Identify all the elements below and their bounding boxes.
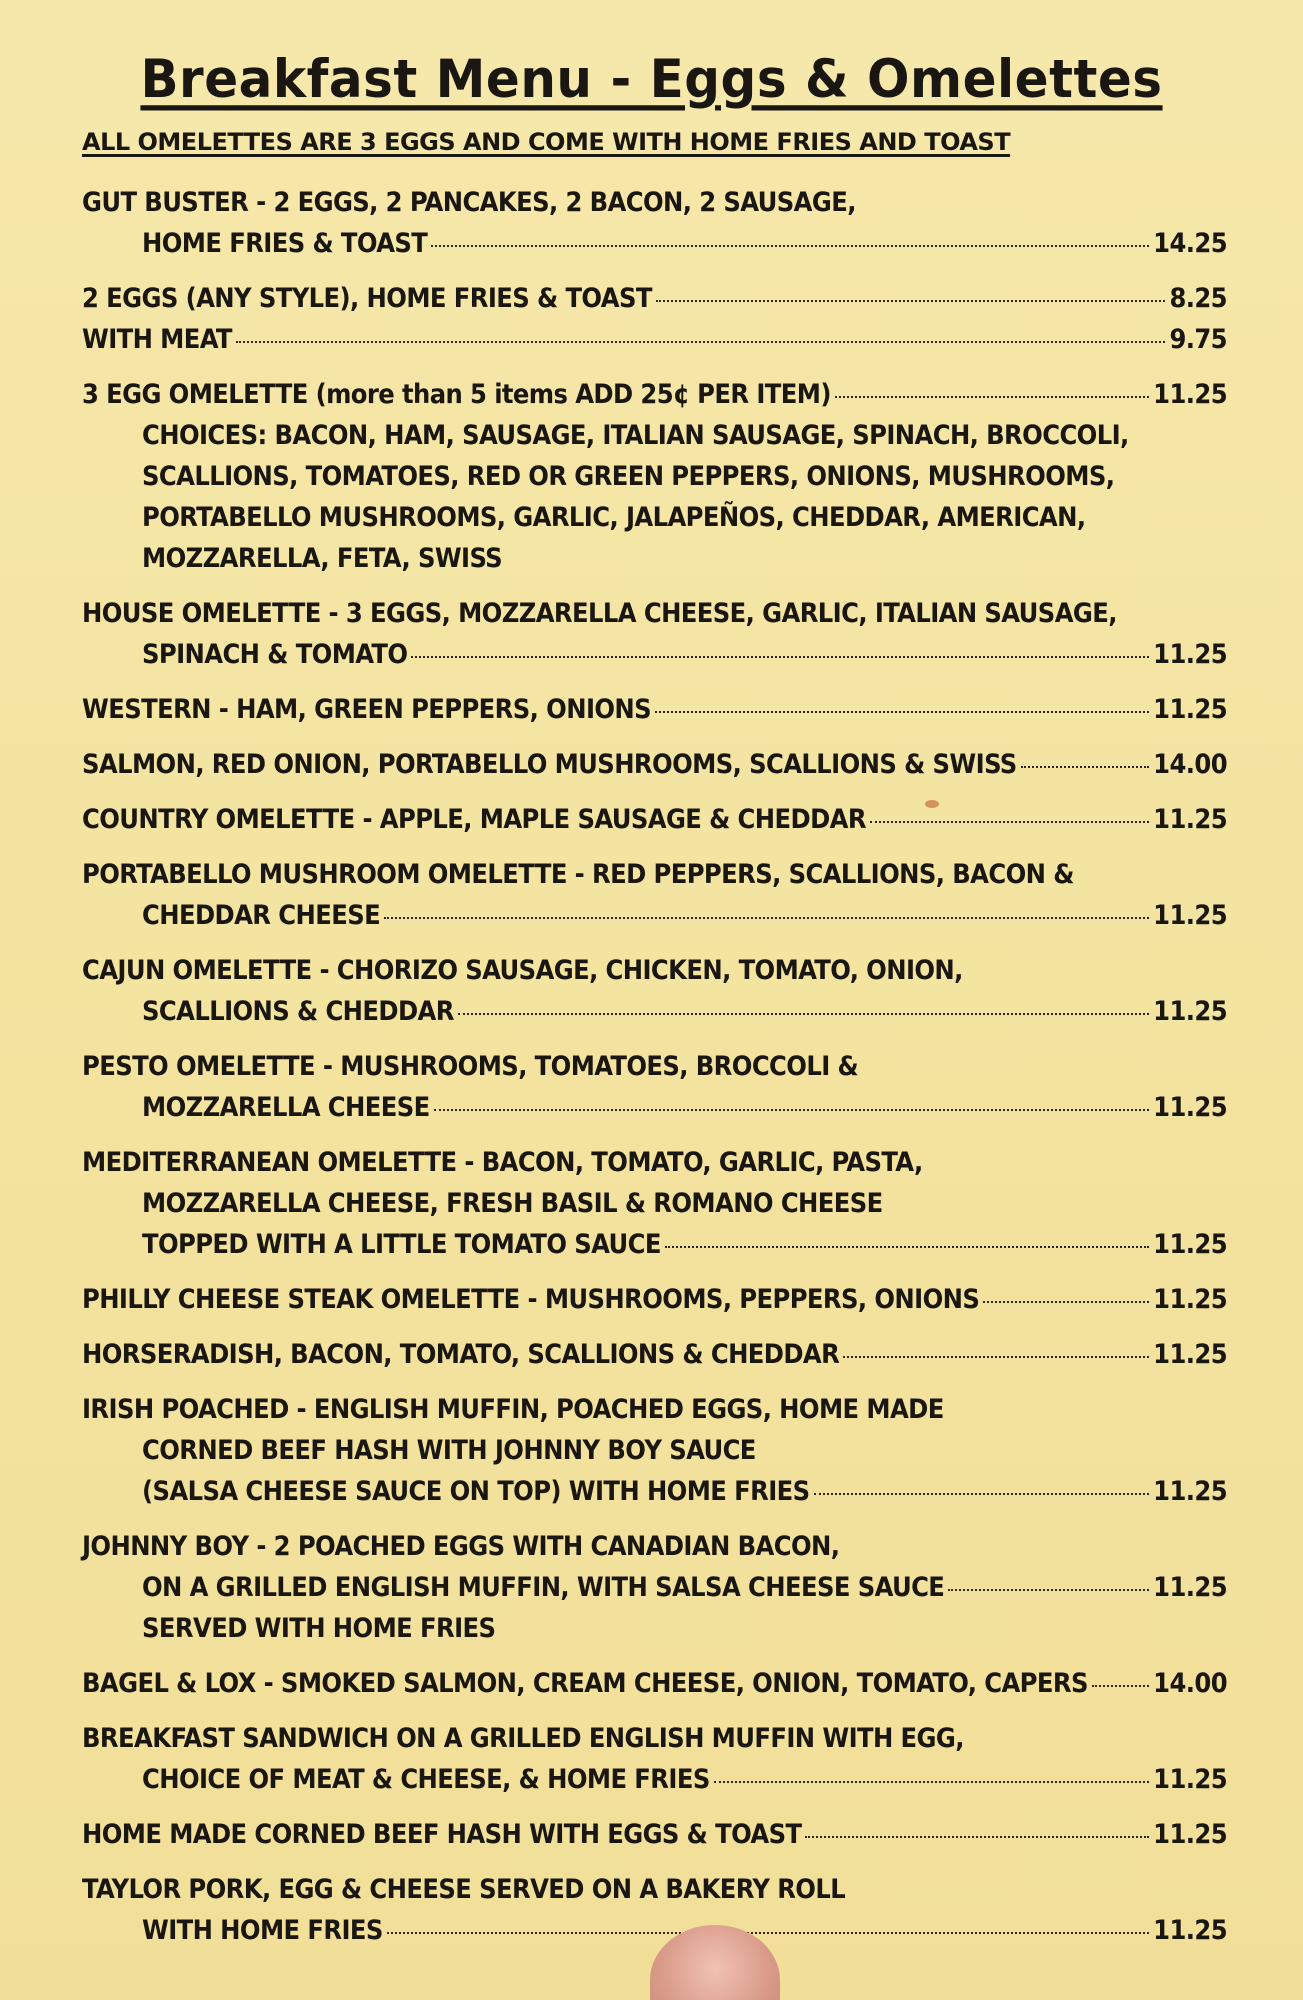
menu-item-text: CHOICE OF MEAT & CHEESE, & HOME FRIES xyxy=(142,1764,710,1795)
menu-item-name xyxy=(82,593,1227,634)
menu-item-price: 11.25 xyxy=(1153,1229,1227,1260)
menu-item-name xyxy=(82,854,1227,895)
menu-item-name xyxy=(82,1814,1227,1855)
menu-item xyxy=(82,1869,1227,1951)
menu-item-text: HOUSE OMELETTE - 3 EGGS, MOZZARELLA CHEESE, GARLIC, ITALIAN SAUSAGE, xyxy=(82,598,1117,629)
menu-item xyxy=(82,1142,1227,1265)
menu-item-description xyxy=(82,1471,1227,1512)
menu-item-list xyxy=(82,182,1227,1965)
menu-item-text: BREAKFAST SANDWICH ON A GRILLED ENGLISH MUFFIN WITH EGG, xyxy=(82,1723,964,1754)
menu-item-text: COUNTRY OMELETTE - APPLE, MAPLE SAUSAGE & CHEDDAR xyxy=(82,804,866,835)
menu-item-text: HOME FRIES & TOAST xyxy=(142,228,428,259)
menu-item-name xyxy=(82,799,1227,840)
menu-item-text: 3 EGG OMELETTE (more than 5 items ADD 25¢ PER ITEM) xyxy=(82,379,831,410)
menu-item-text: 2 EGGS (ANY STYLE), HOME FRIES & TOAST xyxy=(82,283,652,314)
menu-item-text: JOHNNY BOY - 2 POACHED EGGS WITH CANADIAN BACON, xyxy=(82,1531,840,1562)
menu-item-name xyxy=(82,374,1227,415)
dot-leader xyxy=(656,300,1166,302)
menu-item-price: 11.25 xyxy=(1153,1284,1227,1315)
menu-item xyxy=(82,950,1227,1032)
menu-item-name xyxy=(82,182,1227,223)
dot-leader xyxy=(843,1356,1149,1358)
menu-item-price: 14.00 xyxy=(1153,1668,1227,1699)
menu-item-description xyxy=(82,1087,1227,1128)
menu-item-name xyxy=(82,278,1227,319)
menu-item-text: SERVED WITH HOME FRIES xyxy=(142,1613,496,1644)
menu-item-text: MEDITERRANEAN OMELETTE - BACON, TOMATO, GARLIC, PASTA, xyxy=(82,1147,923,1178)
menu-item-description xyxy=(82,1430,1227,1471)
dot-leader xyxy=(983,1301,1149,1303)
menu-item-description xyxy=(82,634,1227,675)
menu-item-name xyxy=(82,1046,1227,1087)
menu-item xyxy=(82,1663,1227,1704)
menu-item-price: 8.25 xyxy=(1169,283,1227,314)
menu-item-price: 14.00 xyxy=(1153,749,1227,780)
menu-item-name xyxy=(82,1334,1227,1375)
menu-subtitle: ALL OMELETTES ARE 3 EGGS AND COME WITH HOME FRIES AND TOAST xyxy=(82,128,1011,156)
dot-leader xyxy=(835,396,1149,398)
menu-item-description xyxy=(82,991,1227,1032)
menu-item-price: 11.25 xyxy=(1153,639,1227,670)
paper-stain xyxy=(925,800,939,808)
menu-item-text: PHILLY CHEESE STEAK OMELETTE - MUSHROOMS, PEPPERS, ONIONS xyxy=(82,1284,980,1315)
dot-leader xyxy=(236,341,1166,343)
menu-item-text: WESTERN - HAM, GREEN PEPPERS, ONIONS xyxy=(82,694,652,725)
menu-item-description xyxy=(82,456,1227,497)
menu-item-name xyxy=(82,1869,1227,1910)
menu-item-text: SCALLIONS & CHEDDAR xyxy=(142,996,454,1027)
dot-leader xyxy=(655,711,1149,713)
menu-item-price: 11.25 xyxy=(1153,379,1227,410)
menu-item-text: BAGEL & LOX - SMOKED SALMON, CREAM CHEESE, ONION, TOMATO, CAPERS xyxy=(82,1668,1088,1699)
menu-item-description xyxy=(82,895,1227,936)
menu-item xyxy=(82,744,1227,785)
menu-item-text: TAYLOR PORK, EGG & CHEESE SERVED ON A BAKERY ROLL xyxy=(82,1874,846,1905)
dot-leader xyxy=(948,1589,1149,1591)
dot-leader xyxy=(714,1781,1149,1783)
dot-leader xyxy=(1021,766,1150,768)
dot-leader xyxy=(458,1013,1149,1015)
menu-item-price: 11.25 xyxy=(1153,1764,1227,1795)
menu-item-description xyxy=(82,1224,1227,1265)
menu-item-description xyxy=(82,497,1227,538)
menu-item-text: MOZZARELLA, FETA, SWISS xyxy=(142,543,503,574)
menu-item-text: SCALLIONS, TOMATOES, RED OR GREEN PEPPERS, ONIONS, MUSHROOMS, xyxy=(142,461,1115,492)
menu-item xyxy=(82,1389,1227,1512)
menu-item-text: HOME MADE CORNED BEEF HASH WITH EGGS & TOAST xyxy=(82,1819,802,1850)
dot-leader xyxy=(870,821,1149,823)
menu-item-name xyxy=(82,319,1227,360)
menu-item-name xyxy=(82,1142,1227,1183)
menu-item xyxy=(82,1718,1227,1800)
menu-item-price: 11.25 xyxy=(1153,1476,1227,1507)
menu-item xyxy=(82,1814,1227,1855)
menu-item xyxy=(82,1279,1227,1320)
menu-item-price: 11.25 xyxy=(1153,1092,1227,1123)
menu-item-price: 11.25 xyxy=(1153,1572,1227,1603)
dot-leader xyxy=(814,1493,1150,1495)
dot-leader xyxy=(411,656,1149,658)
menu-item xyxy=(82,319,1227,360)
menu-item-name xyxy=(82,950,1227,991)
menu-item-text: MOZZARELLA CHEESE, FRESH BASIL & ROMANO CHEESE xyxy=(142,1188,883,1219)
menu-item-text: CHEDDAR CHEESE xyxy=(142,900,381,931)
menu-item-text: PORTABELLO MUSHROOMS, GARLIC, JALAPEÑOS, CHEDDAR, AMERICAN, xyxy=(142,502,1086,533)
menu-item-description xyxy=(82,538,1227,579)
menu-title: Breakfast Menu - Eggs & Omelettes xyxy=(140,48,1163,110)
menu-item-text: WITH HOME FRIES xyxy=(142,1915,383,1946)
menu-item-price: 11.25 xyxy=(1153,1915,1227,1946)
menu-item-price: 11.25 xyxy=(1153,900,1227,931)
menu-item-description xyxy=(82,1759,1227,1800)
dot-leader xyxy=(665,1246,1149,1248)
menu-item-text: PESTO OMELETTE - MUSHROOMS, TOMATOES, BROCCOLI & xyxy=(82,1051,859,1082)
menu-item xyxy=(82,689,1227,730)
menu-item-description xyxy=(82,1608,1227,1649)
menu-item-price: 9.75 xyxy=(1169,324,1227,355)
menu-item xyxy=(82,1046,1227,1128)
dot-leader xyxy=(1092,1685,1149,1687)
menu-item-name xyxy=(82,744,1227,785)
menu-item-text: PORTABELLO MUSHROOM OMELETTE - RED PEPPERS, SCALLIONS, BACON & xyxy=(82,859,1074,890)
menu-item-description xyxy=(82,1910,1227,1951)
menu-item xyxy=(82,799,1227,840)
menu-item-text: HORSERADISH, BACON, TOMATO, SCALLIONS & CHEDDAR xyxy=(82,1339,840,1370)
menu-item-price: 11.25 xyxy=(1153,1339,1227,1370)
menu-item-text: CHOICES: BACON, HAM, SAUSAGE, ITALIAN SAUSAGE, SPINACH, BROCCOLI, xyxy=(142,420,1129,451)
menu-item xyxy=(82,278,1227,319)
menu-item-text: SALMON, RED ONION, PORTABELLO MUSHROOMS, SCALLIONS & SWISS xyxy=(82,749,1017,780)
menu-item xyxy=(82,593,1227,675)
menu-item-text: CORNED BEEF HASH WITH JOHNNY BOY SAUCE xyxy=(142,1435,756,1466)
menu-item-name xyxy=(82,689,1227,730)
menu-item-price: 11.25 xyxy=(1153,694,1227,725)
menu-item xyxy=(82,1526,1227,1649)
menu-item-name xyxy=(82,1389,1227,1430)
dot-leader xyxy=(434,1109,1150,1111)
menu-item-price: 11.25 xyxy=(1153,996,1227,1027)
menu-item-price: 14.25 xyxy=(1153,228,1227,259)
menu-item xyxy=(82,182,1227,264)
dot-leader xyxy=(387,1932,1149,1934)
menu-item-name xyxy=(82,1279,1227,1320)
menu-item-name xyxy=(82,1663,1227,1704)
menu-item-text: TOPPED WITH A LITTLE TOMATO SAUCE xyxy=(142,1229,661,1260)
menu-item xyxy=(82,854,1227,936)
menu-item-text: ON A GRILLED ENGLISH MUFFIN, WITH SALSA CHEESE SAUCE xyxy=(142,1572,945,1603)
menu-item-name xyxy=(82,1718,1227,1759)
dot-leader xyxy=(431,245,1149,247)
menu-item-text: SPINACH & TOMATO xyxy=(142,639,408,670)
dot-leader xyxy=(384,917,1149,919)
menu-item xyxy=(82,1334,1227,1375)
menu-item-text: MOZZARELLA CHEESE xyxy=(142,1092,430,1123)
menu-item xyxy=(82,374,1227,579)
menu-item-price: 11.25 xyxy=(1153,804,1227,835)
menu-item-text: CAJUN OMELETTE - CHORIZO SAUSAGE, CHICKEN, TOMATO, ONION, xyxy=(82,955,963,986)
menu-item-text: WITH MEAT xyxy=(82,324,232,355)
dot-leader xyxy=(805,1836,1149,1838)
menu-item-price: 11.25 xyxy=(1153,1819,1227,1850)
menu-item-text: (SALSA CHEESE SAUCE ON TOP) WITH HOME FRIES xyxy=(142,1476,810,1507)
menu-item-description xyxy=(82,415,1227,456)
menu-item-name xyxy=(82,1526,1227,1567)
menu-item-description xyxy=(82,1567,1227,1608)
menu-item-description xyxy=(82,1183,1227,1224)
menu-item-description xyxy=(82,223,1227,264)
menu-item-text: GUT BUSTER - 2 EGGS, 2 PANCAKES, 2 BACON, 2 SAUSAGE, xyxy=(82,187,856,218)
menu-item-text: IRISH POACHED - ENGLISH MUFFIN, POACHED EGGS, HOME MADE xyxy=(82,1394,944,1425)
